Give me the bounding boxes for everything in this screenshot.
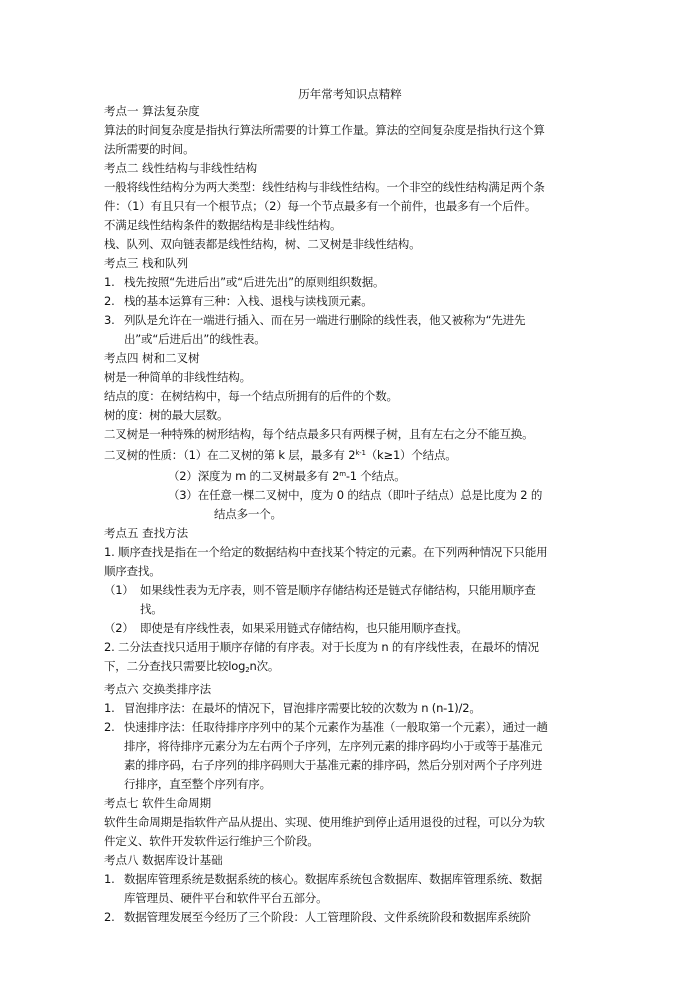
- list-item: [104, 908, 604, 927]
- paragraph-line: 栈、队列、双向链表都是线性结构，树、二叉树是非线性结构。: [104, 237, 421, 251]
- list-item-continuation: 素的排序码，右子序列的排序码则大于基准元素的排序码，然后分别对两个子序列进: [124, 758, 543, 772]
- section-heading-5: 考点五 查找方法: [104, 526, 189, 540]
- document-body: [104, 102, 604, 927]
- list-item: [104, 718, 604, 737]
- list-number: 2.: [104, 294, 115, 308]
- list-item: [104, 870, 604, 889]
- list-number: 2.: [104, 910, 115, 924]
- paragraph-line: 不满足线性结构条件的数据结构是非线性结构。: [104, 218, 342, 232]
- case-number: （1）: [104, 583, 134, 597]
- paragraph-line: 法所需要的时间。: [104, 142, 195, 156]
- list-item-continuation: 排序，将待排序元素分为左右两个子序列，左序列元素的排序码均小于或等于基准元: [124, 739, 543, 753]
- case-number: （2）: [104, 621, 134, 635]
- list-item: [104, 292, 604, 311]
- paragraph-line: 件定义、软件开发软件运行维护三个阶段。: [104, 834, 319, 848]
- property-text: -1 个结点。: [345, 469, 406, 483]
- paragraph-text: n次。: [249, 659, 280, 673]
- list-text: 数据库管理系统是数据系统的核心。数据库系统包含数据库、数据库管理系统、数据: [124, 872, 543, 886]
- property-line-1: [104, 444, 604, 465]
- paragraph-line: 2. 二分法查找只适用于顺序存储的有序表。对于长度为 n 的有序线性表，在最坏的情况: [104, 640, 539, 654]
- paragraph-text: 下，二分查找只需要比较log: [104, 659, 246, 673]
- list-number: 1.: [104, 275, 115, 289]
- superscript: m: [339, 470, 346, 478]
- list-text: 冒泡排序法：在最坏的情况下，冒泡排序需要比较的次数为 n (n-1)/2。: [124, 701, 481, 715]
- list-number: 3.: [104, 313, 115, 327]
- list-number: 1.: [104, 701, 115, 715]
- paragraph-line: 树是一种简单的非线性结构。: [104, 370, 251, 384]
- property-line-3: （3）在任意一棵二叉树中，度为 0 的结点（即叶子结点）总是比度为 2 的: [168, 488, 543, 502]
- paragraph-line: 件：（1）有且只有一个根节点；（2）每一个节点最多有一个前件，也最多有一个后件。: [104, 199, 537, 213]
- list-text: 栈先按照“先进后出”或“后进先出”的原则组织数据。: [124, 275, 385, 289]
- property-line-3-continuation: 结点多一个。: [214, 507, 282, 521]
- list-item-continuation: 库管理员、硬件平台和软件平台五部分。: [124, 891, 328, 905]
- paragraph-line: 算法的时间复杂度是指执行算法所需要的计算工作量。算法的空间复杂度是指执行这个算: [104, 123, 545, 137]
- property-text: （k≥1）个结点。: [365, 448, 457, 462]
- list-item-continuation: 行排序，直至整个序列有序。: [124, 777, 271, 791]
- list-number: 2.: [104, 720, 115, 734]
- case-text: 即使是有序线性表，如果采用链式存储结构，也只能用顺序查找。: [140, 621, 468, 635]
- list-text: 栈的基本运算有三种：入栈、退栈与读栈顶元素。: [124, 294, 373, 308]
- list-text: 快速排序法：任取待排序序列中的某个元素作为基准（一般取第一个元素），通过一趟: [124, 720, 548, 734]
- paragraph-line: 顺序查找。: [104, 564, 161, 578]
- subscript: 2: [245, 666, 250, 674]
- paragraph-line: 一般将线性结构分为两大类型：线性结构与非线性结构。一个非空的线性结构满足两个条: [104, 180, 545, 194]
- section-heading-8: 考点八 数据库设计基础: [104, 853, 223, 867]
- section-heading-3: 考点三 栈和队列: [104, 256, 189, 270]
- property-line-2: [104, 465, 604, 486]
- case-item: [104, 581, 604, 600]
- section-heading-1: 考点一 算法复杂度: [104, 104, 200, 118]
- list-item: [104, 311, 604, 330]
- case-item-continuation: 找。: [140, 602, 163, 616]
- case-text: 如果线性表为无序表，则不管是顺序存储结构还是链式存储结构，只能用顺序查: [140, 583, 536, 597]
- list-item: [104, 273, 604, 292]
- list-item: [104, 699, 604, 718]
- section-heading-2: 考点二 线性结构与非线性结构: [104, 161, 258, 175]
- list-number: 1.: [104, 872, 115, 886]
- section-heading-4: 考点四 树和二叉树: [104, 351, 200, 365]
- case-item: [104, 619, 604, 638]
- paragraph-line: [104, 657, 604, 680]
- section-heading-7: 考点七 软件生命周期: [104, 796, 212, 810]
- property-text: （2）深度为 m 的二叉树最多有 2: [168, 469, 340, 483]
- paragraph-line: 二叉树是一种特殊的树形结构，每个结点最多只有两棵子树，且有左右之分不能互换。: [104, 427, 534, 441]
- list-text: 数据管理发展至今经历了三个阶段：人工管理阶段、文件系统阶段和数据库系统阶: [124, 910, 531, 924]
- paragraph-line: 1. 顺序查找是指在一个给定的数据结构中查找某个特定的元素。在下列两种情况下只能用: [104, 545, 548, 559]
- page-title: 历年常考知识点精粹: [298, 87, 402, 101]
- paragraph-line: 树的度：树的最大层数。: [104, 408, 229, 422]
- superscript: k-1: [355, 449, 366, 457]
- paragraph-line: 软件生命周期是指软件产品从提出、实现、使用维护到停止适用退役的过程，可以分为软: [104, 815, 545, 829]
- list-item-continuation: 出”或“后进后出”的线性表。: [124, 332, 266, 346]
- list-text: 列队是允许在一端进行插入、而在另一端进行删除的线性表，他又被称为“先进先: [124, 313, 526, 327]
- paragraph-line: 结点的度：在树结构中，每一个结点所拥有的后件的个数。: [104, 389, 398, 403]
- section-heading-6: 考点六 交换类排序法: [104, 682, 212, 696]
- property-text: 二叉树的性质：（1）在二叉树的第 k 层，最多有 2: [104, 448, 356, 462]
